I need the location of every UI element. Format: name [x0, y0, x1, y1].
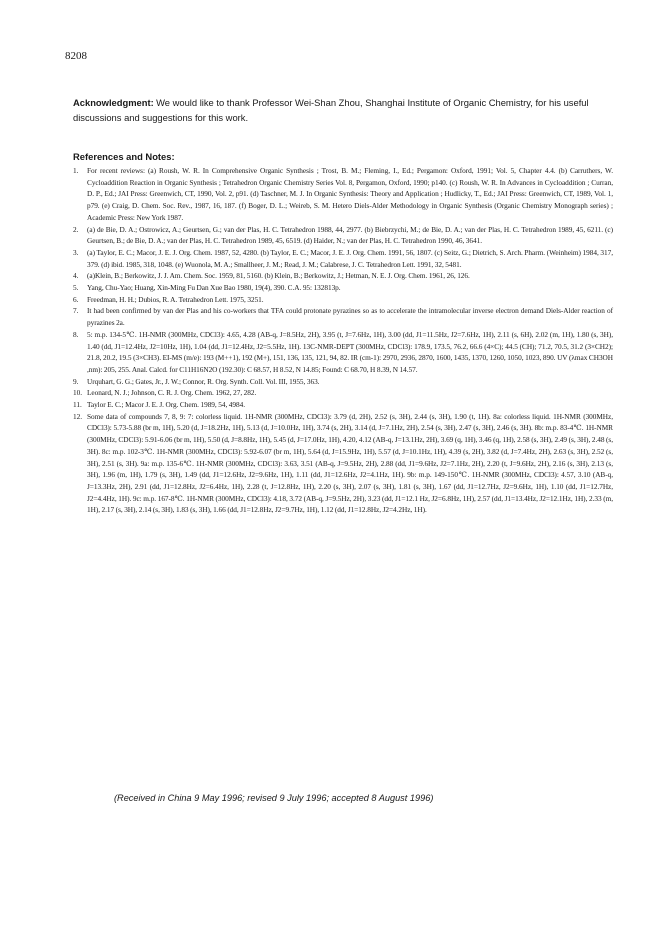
- reference-item: [73, 224, 613, 247]
- reference-item: [73, 376, 613, 388]
- reference-item: [73, 247, 613, 270]
- reference-number: 3.: [73, 247, 79, 257]
- reference-number: 12.: [73, 411, 83, 421]
- acknowledgment-text: We would like to thank Professor Wei-Shan Zhou, Shanghai Institute of Organic Chemistry, for his useful discussions and suggestions for this work.: [73, 97, 589, 123]
- reference-text: (a) Taylor, E. C.; Macor, J. E. J. Org. Chem. 1987, 52, 4280. (b) Taylor, E. C.; Macor, J. E. J. Org. Chem. 1991, 56, 1807. (c) Seitz, G.; Dietrich, S. Arch. Pharm. (Weinheim) 1984, 317, 379. (d) ibid. 1985, 318, 1048. (e) Wuonola, M. A.; Smallheer, J. M.; Read, J. M.; Calabrese, J. C. Tetrahedron Lett. 1991, 32, 5481.: [87, 247, 613, 269]
- reference-item: [73, 165, 613, 224]
- acknowledgment-heading: Acknowledgment:: [73, 97, 154, 108]
- references-heading: References and Notes:: [73, 151, 175, 162]
- reference-item: [73, 305, 613, 328]
- page-number: 8208: [65, 50, 87, 62]
- reference-item: [73, 387, 613, 399]
- reference-number: 2.: [73, 224, 79, 234]
- reference-item: [73, 411, 613, 516]
- reference-number: 5.: [73, 283, 79, 293]
- reference-text: Yang, Chu-Yao; Huang, Xin-Ming Fu Dan Xue Bao 1980, 19(4), 390. C.A. 95: 132813p.: [87, 283, 341, 293]
- reference-number: 10.: [73, 388, 83, 398]
- reference-number: 6.: [73, 294, 79, 304]
- reference-text: Leonard, N. J.; Johnson, C. R. J. Org. Chem. 1962, 27, 282.: [87, 388, 257, 398]
- reference-text: (a)Klein, B.; Berkowitz, J. J. Am. Chem. Soc. 1959, 81, 5160. (b) Klein, B.; Berkowitz, J.; Hetman, N. E. J. Org. Chem. 1961, 26, 126.: [87, 271, 470, 281]
- reference-number: 1.: [73, 166, 79, 175]
- reference-item: [73, 294, 613, 306]
- acknowledgment: [73, 96, 613, 126]
- reference-item: [73, 329, 613, 376]
- reference-text: For recent reviews: (a) Roush, W. R. In Comprehensive Organic Synthesis ; Trost, B. M.; Fleming, I., Ed.; Pergamon: Oxford, 1991; Vol. 5, Chapter 4.4. (b) Carruthers, W. Cycloaddition Reaction in Organic Synthesis ; Tetrahedron Organic Chemistry Series Vol. 8, Pergamon, Oxford, 1990; p140. (c) Roush, W. R. In Advances in Cycloaddition ; Curran, D. P., Ed.; JAI Press: Greenwich, CT, 1990, Vol. 2, p91. (d) Taschner, M. J. In Organic Synthesis: Theory and Application ; Hudlicky, T., Ed.; JAI Press: Greenwich, CT, 1989, Vol. 1, p79. (e) Craig, D. Chem. Soc. Rev., 1987, 16, 187. (f) Boger, D. L.; Weireb, S. M. Hetero Diels-Alder Methodology in Organic Synthesis (Organic Chemistry Monograph series) ; Academic Press: New York 1987.: [87, 166, 613, 222]
- reference-number: 9.: [73, 376, 79, 386]
- reference-text: Some data of compounds 7, 8, 9: 7: colorless liquid. 1H-NMR (300MHz, CDCl3): 3.79 (d, 2H), 2.52 (s, 3H), 2.44 (s, 3H), 1.90 (t, 1H). 8a: colorless liquid. 1H-NMR (300MHz, CDCl3): 5.73-5.88 (br m, 1H), 5.20 (d, J=18.2Hz, 1H), 5.13 (d, J=10.0Hz, 1H), 3.74 (s, 2H), 3.14 (d, J=7.1Hz, 2H), 2.54 (s, 3H), 2.47 (s, 3H), 2.46 (s, 3H). 8b: m.p. 83-4℃. 1H-NMR (300MHz, CDCl3): 5.91-6.06 (br m, 1H), 5.50 (d, J=8.8Hz, 1H), 5.45 (d, J=17.0Hz, 1H), 4.20, 4.12 (AB-q, J=13.1Hz, 2H), 3.69 (q, 1H), 3.46 (q, 1H), 2.58 (s, 3H), 2.49 (s, 3H), 2.48 (s, 3H). 8c: m.p. 102-3℃. 1H-NMR (300MHz, CDCl3): 5.92-6.07 (br m, 1H), 5.64 (d, J=15.9Hz, 1H), 5.57 (d, J=10.1Hz, 1H), 4.39 (s, 2H), 3.82 (d, J=7.4Hz, 2H), 2.63 (s, 3H), 2.52 (s, 3H), 2.51 (s, 3H). 9a: m.p. 135-6℃. 1H-NMR (300MHz, CDCl3): 3.63, 3.51 (AB-q, J=9.5Hz, 2H), 2.88 (dd, J1=9.6Hz, J2=7.1Hz, 2H), 2.20 (t, J=9.6Hz, 2H), 2.16 (s, 3H), 2.13 (s, 3H), 1.96 (m, 1H), 1.79 (s, 3H), 1.49 (dd, J1=12.6Hz, J2=9.6Hz, 1H), 1.11 (dd, J1=12.6Hz, J2=4.1Hz, 1H). 9b: m.p. 149-150℃. 1H-NMR (300MHz, CDCl3): 4.57, 3.10 (AB-q, J=13.3Hz, 2H), 2.91 (dd, J1=12.8Hz, J2=6.4Hz, 1H), 2.28 (t, J=12.8Hz, 1H), 2.20 (s, 3H), 2.07 (s, 3H), 1.81 (s, 3H), 1.67 (dd, J1=12.7Hz, J2=9.6Hz, 1H), 1.10 (dd, J1=12.7Hz, J2=4.4Hz, 1H). 9c: m.p. 167-8℃. 1H-NMR (300MHz, CDCl3): 4.18, 3.72 (AB-q, J=9.5Hz, 2H), 3.23 (dd, J1=12.1 Hz, J2=6.8Hz, 1H), 2.57 (dd, J1=13.4Hz, J2=12.1Hz, 1H), 2.33 (m, 1H), 2.17 (s, 3H), 2.14 (s, 3H), 1.83 (s, 3H), 1.66 (dd, J1=12.8Hz, J2=9.7Hz, 1H), 1.12 (dd, J1=12.8Hz, J2=4.2Hz, 1H).: [87, 411, 613, 515]
- reference-item: [73, 399, 613, 411]
- reference-text: (a) de Bie, D. A.; Ostrowicz, A.; Geurtsen, G.; van der Plas, H. C. Tetrahedron 1988, 44, 2977. (b) Biebrzychi, M.; de Bie, D. A.; van der Plas, H. C. Tetrahedron 1989, 45, 6211. (c) Geurtsen, B.; de Bie, D. A.; van der Plas, H. C. Tetrahedron 1989, 45, 6519. (d) Haider, N.; van der Plas, H. C. Tetrahedron 1990, 46, 3641.: [87, 224, 613, 246]
- reference-text: Urquhart, G. G.; Gates, Jr., J. W.; Connor, R. Org. Synth. Coll. Vol. III, 1955, 363.: [87, 376, 320, 386]
- reference-text: Taylor E. C.; Macor J. E. J. Org. Chem. 1989, 54, 4984.: [87, 400, 245, 410]
- references-list: [73, 165, 613, 516]
- reference-number: 4.: [73, 271, 79, 281]
- reference-number: 7.: [73, 306, 79, 316]
- reference-text: Freedman, H. H.; Dubios, R. A. Tetrahedron Lett. 1975, 3251.: [87, 294, 264, 304]
- reference-text: 5: m.p. 134-5℃. 1H-NMR (300MHz, CDCl3): 4.65, 4.28 (AB-q, J=8.5Hz, 2H), 3.95 (t, J=7.6Hz, 1H), 3.00 (dd, J1=11.5Hz, J2=7.6Hz, 1H), 2.11 (s, 6H), 2.02 (m, 1H), 1.80 (s, 3H), 1.40 (dd, J1=12.4Hz, J2=10Hz, 1H), 1.04 (dd, J1=12.4Hz, J2=5.5Hz, 1H). 13C-NMR-DEPT (300MHz, CDCl3): 178.9, 173.5, 76.2, 66.6 (4×C); 44.5 (CH); 71.2, 70.5, 31.2 (3×CH2); 21.8, 20.2, 19.5 (3×CH3). EI-MS (m/e): 193 (M++1), 192 (M+), 151, 136, 135, 121, 94, 82. IR (cm-1): 2970, 2936, 2870, 1600, 1435, 1370, 1260, 1050, 1023, 890. UV (λmax CH3OH ,nm): 205, 255. Anal. Calcd. for C11H16N2O (192.30): C 68.57, H 8.52, N 14.85; Found: C 68.70, H 8.39, N 14.57.: [87, 329, 613, 374]
- reference-item: [73, 282, 613, 294]
- reference-number: 8.: [73, 329, 79, 339]
- received-dates: (Received in China 9 May 1996; revised 9 July 1996; accepted 8 August 1996): [114, 793, 434, 803]
- reference-item: [73, 270, 613, 282]
- reference-number: 11.: [73, 400, 82, 410]
- reference-text: It had been confirmed by van der Plas and his co-workers that TFA could protonate pyrazines so as to accelerate the intramolecular inverse electron demand Diels-Alder reaction of pyrazines 2a.: [87, 306, 613, 328]
